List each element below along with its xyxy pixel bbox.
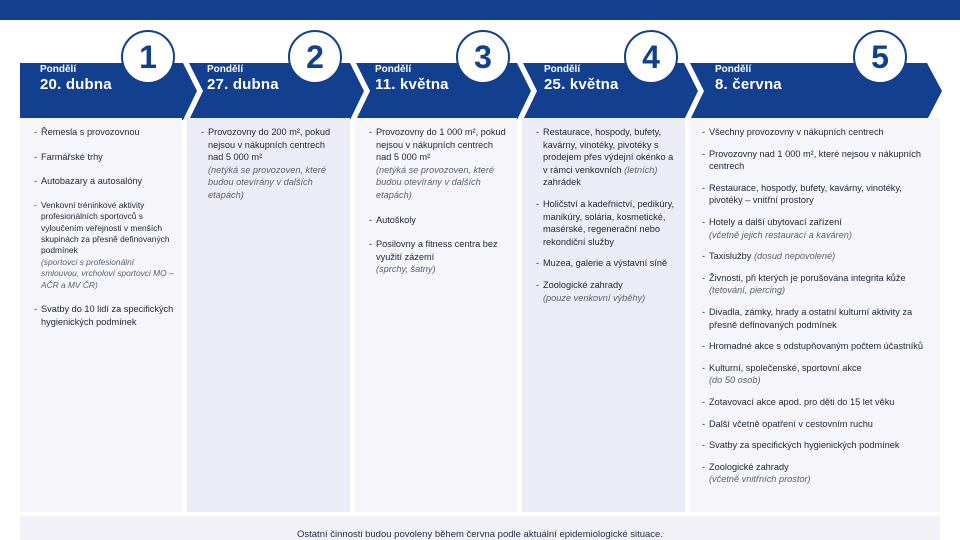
stage-3-column <box>355 118 517 512</box>
item-note: (včetně jejich restaurací a kaváren) <box>709 229 852 240</box>
top-banner <box>0 0 960 20</box>
list-item: - Hotely a další ubytovací zařízení (včetně jejich restaurací a kaváren) <box>702 216 932 241</box>
stage-5-column <box>690 118 940 512</box>
list-item: - Svatby do 10 lidí za specifických hygienických podmínek <box>34 303 174 328</box>
item-note: (tetování, piercing) <box>709 285 786 296</box>
list-item: - Farmářské trhy <box>34 151 174 164</box>
list-item: - Zoologické zahrady (včetně vnitřních prostor) <box>702 461 932 486</box>
item-note: (sprchy, šatny) <box>376 264 436 275</box>
stage-4-number-badge: 4 <box>624 30 678 84</box>
item-note: (dosud nepovolené) <box>753 251 836 262</box>
stage-2-day: Pondělí <box>207 64 244 75</box>
stage-2-heading <box>207 64 279 94</box>
stage-3-heading <box>375 64 449 94</box>
stage-3-day: Pondělí <box>375 64 412 75</box>
list-item: - Hromadné akce s odstupňovaným počtem účastníků <box>702 340 932 353</box>
list-item: - Provozovny do 1 000 m², pokud nejsou v nákupních centrech nad 5 000 m² (netýká se provozoven, které budou otevírány v dalších etapách) <box>369 126 509 202</box>
list-item: - Další včetně opatření v cestovním ruchu <box>702 418 932 431</box>
item-note: (letních) <box>624 164 658 175</box>
stage-3-date: 11. května <box>375 76 449 93</box>
list-item: - Svatby za specifických hygienických podmínek <box>702 439 932 452</box>
list-item: - Restaurace, hospody, bufety, kavárny, vinotéky, pivotéky s prodejem přes výdejní okénko a v rámci venkovních (letních) zahrádek <box>536 126 677 189</box>
stage-2-number-badge: 2 <box>288 30 342 84</box>
stage-4-day: Pondělí <box>544 64 581 75</box>
footer-text: Ostatní činnosti budou povoleny během června podle aktuální epidemiologické situace. <box>297 529 663 540</box>
list-item: - Provozovny nad 1 000 m², které nejsou v nákupních centrech <box>702 148 932 173</box>
stage-1-date: 20. dubna <box>40 76 112 93</box>
list-item: - Taxislužby (dosud nepovolené) <box>702 250 932 263</box>
stage-2-date: 27. dubna <box>207 76 279 93</box>
list-item: - Zoologické zahrady (pouze venkovní výběhy) <box>536 279 677 304</box>
stage-5-heading <box>715 64 782 94</box>
list-item: - Divadla, zámky, hrady a ostatní kulturní aktivity za přesně definovaných podmínek <box>702 306 932 331</box>
item-note: (sportovci s profesionální smlouvou, vrcholoví sportovci MO – AČR a MV ČR) <box>41 256 174 290</box>
stage-5-date: 8. června <box>715 76 782 93</box>
list-item: - Restaurace, hospody, bufety, kavárny, vinotéky, pivotéky – vnitřní prostory <box>702 182 932 207</box>
list-item: - Autoškoly <box>369 214 509 227</box>
stage-1-column <box>20 118 182 512</box>
list-item: - Venkovní tréninkové aktivity profesionálních sportovců s vyloučením veřejnosti v menších skupinách za přesně definovaných podmínek (sportovci s profesionální smlouvou, vrcholoví sportovci MO – AČR a MV ČR) <box>34 200 174 291</box>
list-item: - Kulturní, společenské, sportovní akce (do 50 osob) <box>702 362 932 387</box>
list-item: - Holičství a kadeřnictví, pedikúry, manikúry, solária, kosmetické, masérské, regenerační nebo rekondiční služby <box>536 198 677 248</box>
item-note: (netýká se provozoven, které budou otevírány v dalších etapách) <box>208 164 326 200</box>
list-item: - Provozovny do 200 m², pokud nejsou v nákupních centrech nad 5 000 m² (netýká se provozoven, které budou otevírány v dalších etapách) <box>201 126 342 202</box>
stage-4-column <box>522 118 685 512</box>
item-note: (do 50 osob) <box>709 375 761 386</box>
stage-1-number-badge: 1 <box>121 30 175 84</box>
item-note: (včetně vnitřních prostor) <box>709 474 811 485</box>
list-item: - Živnosti, při kterých je porušována integrita kůže (tetování, piercing) <box>702 272 932 297</box>
list-item: - Posilovny a fitness centra bez využití zázemí (sprchy, šatny) <box>369 238 509 276</box>
list-item: - Všechny provozovny v nákupních centrech <box>702 126 932 139</box>
stage-4-date: 25. května <box>544 76 619 93</box>
footer-note <box>20 516 940 540</box>
list-item: - Řemesla s provozovnou <box>34 126 174 139</box>
stage-1-day: Pondělí <box>40 64 77 75</box>
list-item: - Autobazary a autosalóny <box>34 175 174 188</box>
list-item: - Muzea, galerie a výstavní síně <box>536 257 677 270</box>
stage-4-heading <box>544 64 619 94</box>
stage-2-column <box>187 118 350 512</box>
stage-5-day: Pondělí <box>715 64 752 75</box>
list-item: - Zotavovací akce apod. pro děti do 15 let věku <box>702 396 932 409</box>
item-note: (pouze venkovní výběhy) <box>543 292 646 303</box>
stage-3-number-badge: 3 <box>456 30 510 84</box>
item-note: (netýká se provozoven, které budou otevírány v dalších etapách) <box>376 164 494 200</box>
stage-5-number-badge: 5 <box>853 30 907 84</box>
stage-1-heading <box>40 64 112 94</box>
